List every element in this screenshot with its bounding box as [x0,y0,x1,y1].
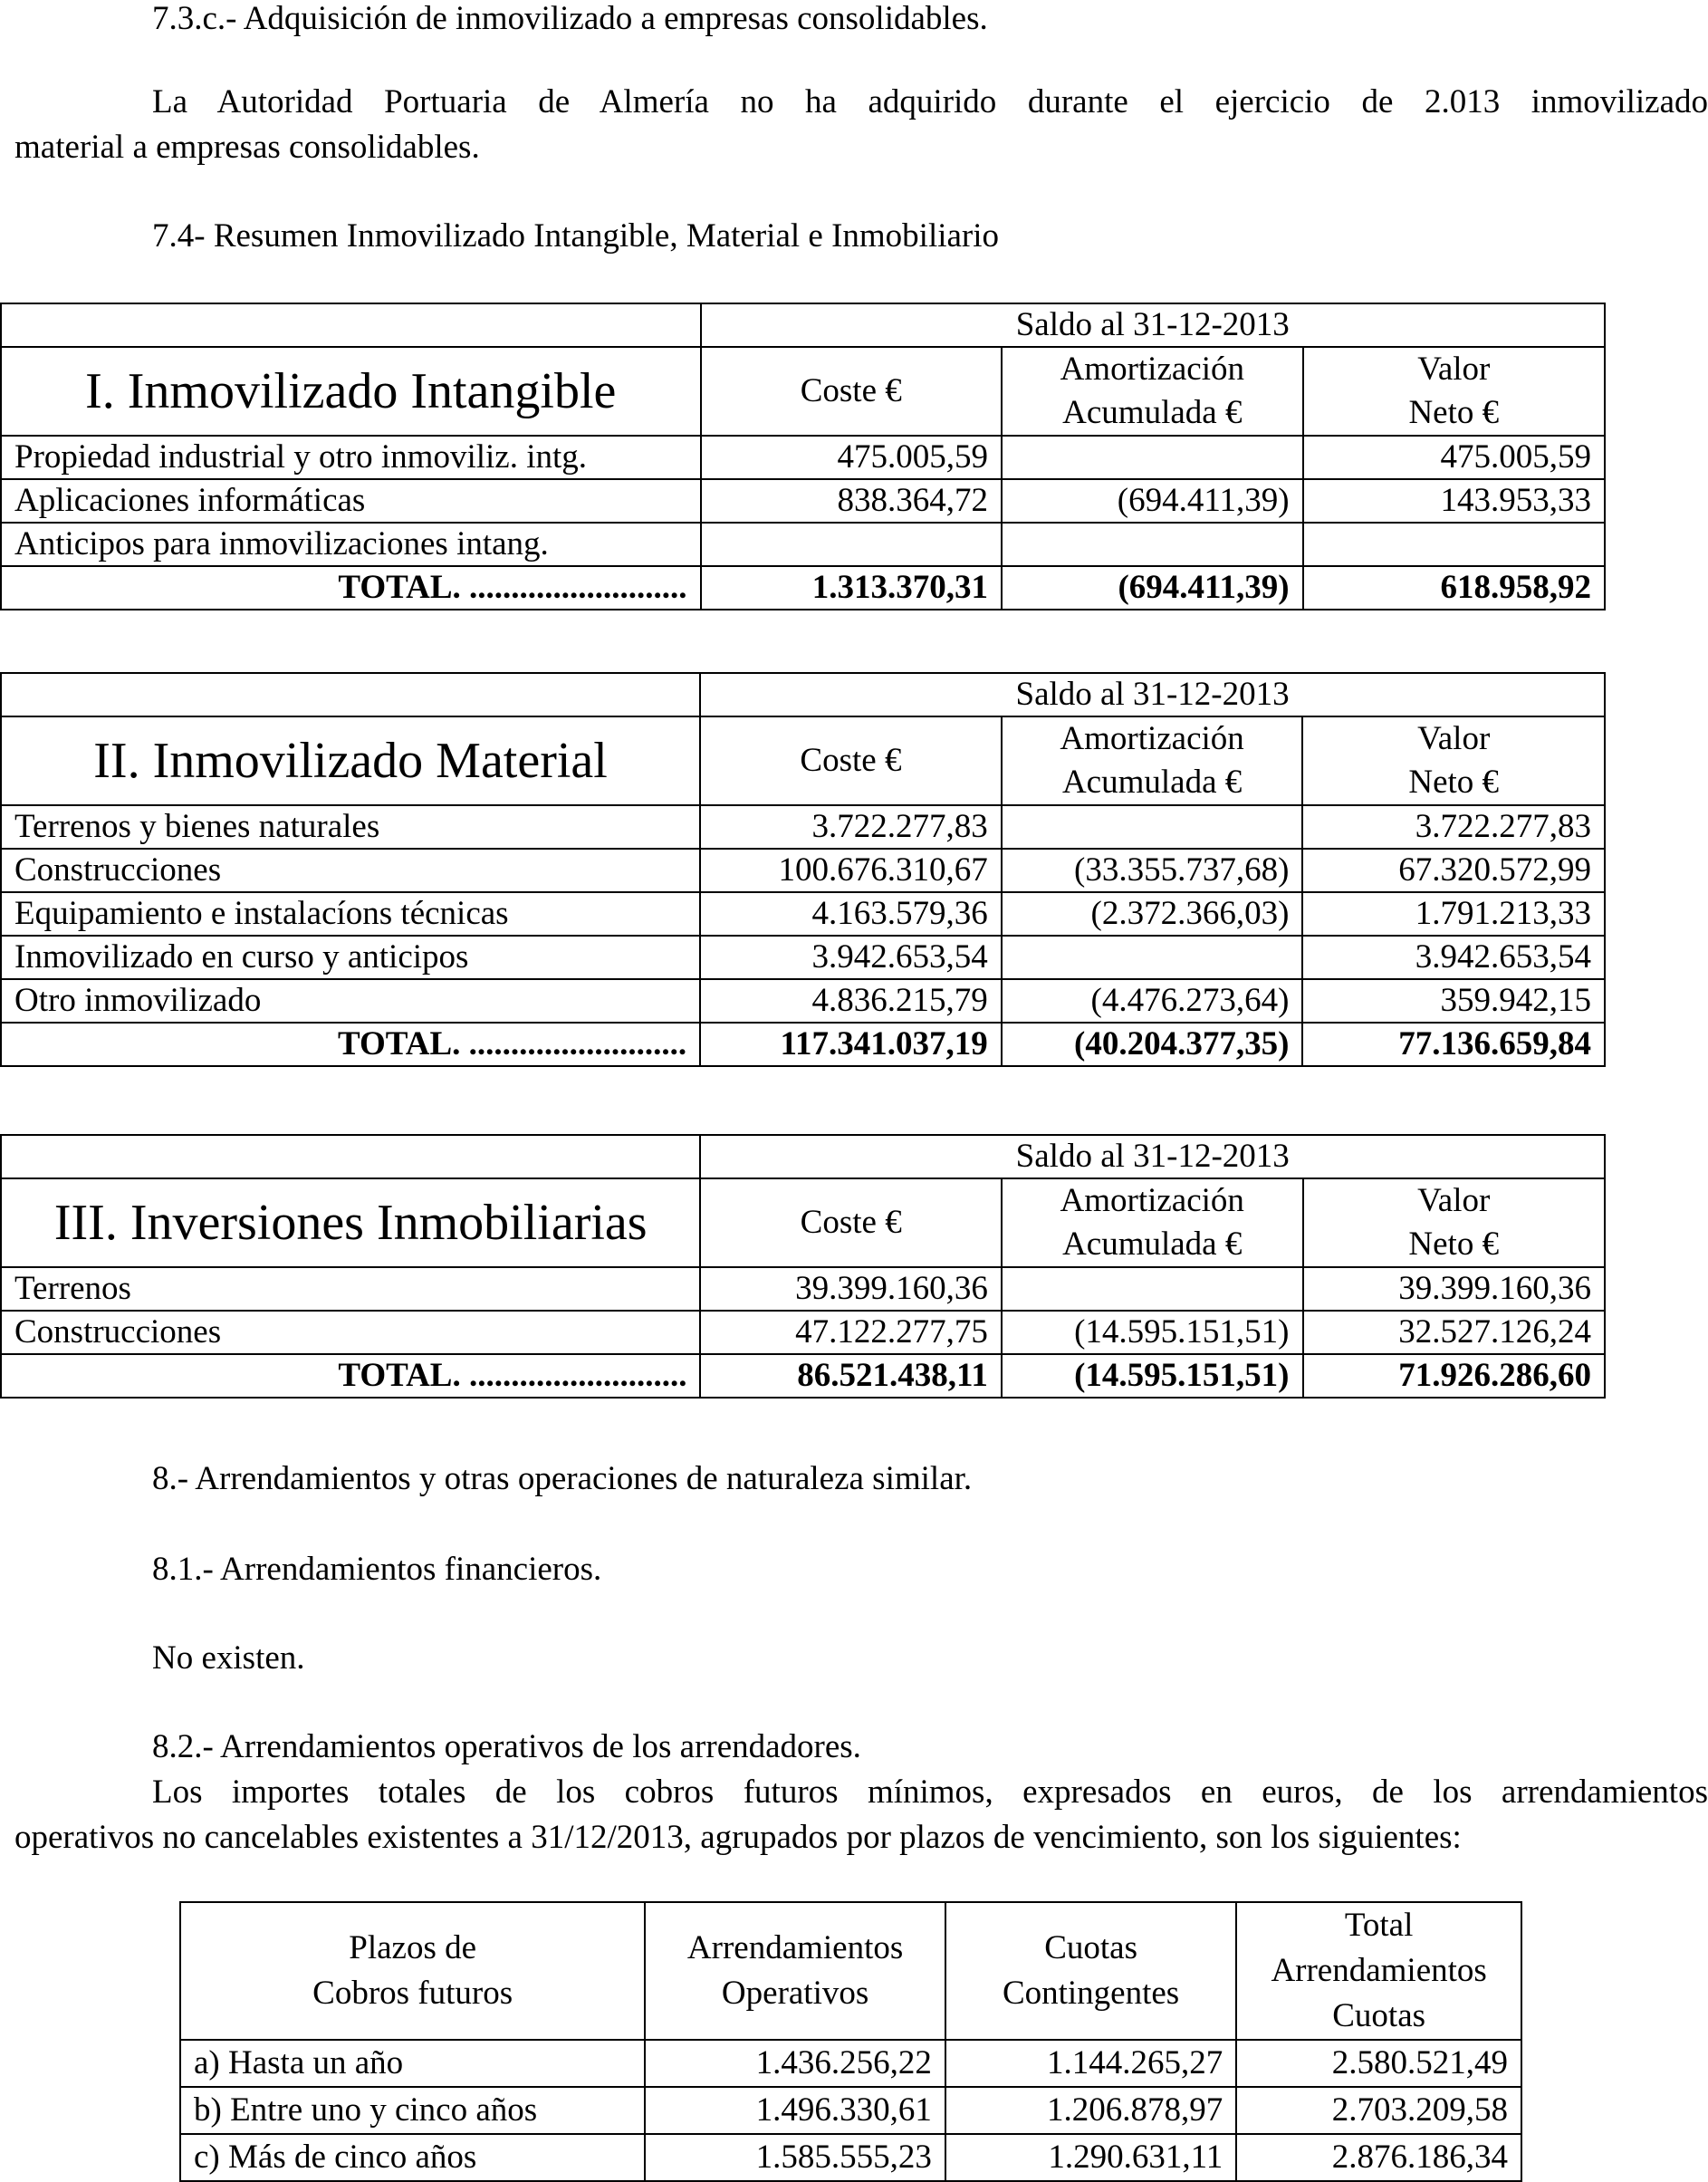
section-heading-8-1: 8.1.- Arrendamientos financieros. [152,1551,602,1588]
total-amortizacion: (40.204.377,35) [1002,1023,1303,1066]
coste-value [701,523,1003,566]
amortizacion-value [1002,436,1303,479]
valor-neto-value: 359.942,15 [1302,979,1605,1023]
amortizacion-value: (14.595.151,51) [1002,1311,1303,1354]
saldo-header: Saldo al 31-12-2013 [701,303,1606,347]
table-row [1,805,1605,849]
total-valor-neto: 618.958,92 [1303,566,1605,610]
row-label: Inmovilizado en curso y anticipos [1,936,700,979]
section-heading-7-3-c: 7.3.c.- Adquisición de inmovilizado a empresas consolidables. [152,0,988,37]
row-label: Equipamiento e instalacíons técnicas [1,892,700,936]
arrendamientos-value: 1.436.256,22 [645,2040,945,2087]
row-label: Terrenos [1,1267,700,1311]
no-existen-text: No existen. [152,1639,305,1677]
cuotas-value: 1.144.265,27 [945,2040,1236,2087]
row-label: b) Entre uno y cinco años [180,2087,645,2134]
valor-neto-header: Valor Neto € [1302,716,1605,805]
coste-value: 3.722.277,83 [700,805,1002,849]
arrendamientos-value: 1.496.330,61 [645,2087,945,2134]
paragraph-line: material a empresas consolidables. [14,129,480,166]
row-label: Propiedad industrial y otro inmoviliz. intg. [1,436,701,479]
valor-neto-value: 475.005,59 [1303,436,1605,479]
coste-value: 4.836.215,79 [700,979,1002,1023]
table-row [1,436,1605,479]
empty-header-cell [1,1135,700,1178]
valor-neto-value: 3.942.653,54 [1302,936,1605,979]
arrendamientos-operativos-header: Arrendamientos Operativos [645,1902,945,2040]
coste-value: 47.122.277,75 [700,1311,1001,1354]
table-title: I. Inmovilizado Intangible [1,347,701,436]
total-coste: 117.341.037,19 [700,1023,1002,1066]
total-valor-neto: 71.926.286,60 [1303,1354,1605,1398]
total-value: 2.580.521,49 [1236,2040,1521,2087]
amortizacion-value: (4.476.273,64) [1002,979,1303,1023]
valor-neto-header: Valor Neto € [1303,347,1605,436]
table-inversiones-inmobiliarias [0,1134,1606,1399]
amortizacion-value [1002,1267,1303,1311]
valor-neto-value: 67.320.572,99 [1302,849,1605,892]
table-row [1,1311,1605,1354]
cuotas-value: 1.206.878,97 [945,2087,1236,2134]
coste-value: 4.163.579,36 [700,892,1002,936]
coste-value: 838.364,72 [701,479,1003,523]
total-value: 2.703.209,58 [1236,2087,1521,2134]
amortizacion-header: Amortización Acumulada € [1002,347,1303,436]
row-label: Terrenos y bienes naturales [1,805,700,849]
coste-value: 39.399.160,36 [700,1267,1001,1311]
total-label: TOTAL. .......................... [1,1354,700,1398]
valor-neto-value: 3.722.277,83 [1302,805,1605,849]
row-label: Aplicaciones informáticas [1,479,701,523]
row-label: Otro inmovilizado [1,979,700,1023]
table-row [180,2040,1521,2087]
paragraph-line: operativos no cancelables existentes a 31/12/2013, agrupados por plazos de vencimiento, son los siguientes: [14,1819,1462,1856]
table-title: II. Inmovilizado Material [1,716,700,805]
total-row [1,1023,1605,1066]
total-row [1,566,1605,610]
coste-header: Coste € [700,716,1002,805]
valor-neto-value: 32.527.126,24 [1303,1311,1605,1354]
paragraph-line: Los importes totales de los cobros futuros mínimos, expresados en euros, de los arrendamientos [152,1773,1708,1811]
table-inmovilizado-intangible [0,303,1606,610]
cuotas-contingentes-header: Cuotas Contingentes [945,1902,1236,2040]
valor-neto-header: Valor Neto € [1303,1178,1605,1267]
total-label: TOTAL. .......................... [1,566,701,610]
section-heading-7-4: 7.4- Resumen Inmovilizado Intangible, Material e Inmobiliario [152,217,1000,255]
table-row [180,2134,1521,2181]
table-row [1,936,1605,979]
amortizacion-value: (694.411,39) [1002,479,1303,523]
total-amortizacion: (14.595.151,51) [1002,1354,1303,1398]
table-row [180,2087,1521,2134]
saldo-header: Saldo al 31-12-2013 [700,673,1605,716]
empty-header-cell [1,673,700,716]
amortizacion-value: (2.372.366,03) [1002,892,1303,936]
coste-value: 3.942.653,54 [700,936,1002,979]
amortizacion-header: Amortización Acumulada € [1002,716,1303,805]
row-label: c) Más de cinco años [180,2134,645,2181]
table-row [1,523,1605,566]
total-amortizacion: (694.411,39) [1002,566,1303,610]
empty-header-cell [1,303,701,347]
coste-header: Coste € [700,1178,1001,1267]
table-row [1,479,1605,523]
total-coste: 1.313.370,31 [701,566,1003,610]
table-title: III. Inversiones Inmobiliarias [1,1178,700,1267]
total-valor-neto: 77.136.659,84 [1302,1023,1605,1066]
amortizacion-value [1002,523,1303,566]
table-row [1,892,1605,936]
coste-header: Coste € [701,347,1003,436]
saldo-header: Saldo al 31-12-2013 [700,1135,1605,1178]
paragraph-line: La Autoridad Portuaria de Almería no ha adquirido durante el ejercicio de 2.013 inmovilizado [152,83,1708,120]
coste-value: 475.005,59 [701,436,1003,479]
row-label: Construcciones [1,849,700,892]
amortizacion-value [1002,936,1303,979]
section-heading-8: 8.- Arrendamientos y otras operaciones de naturaleza similar. [152,1460,973,1497]
table-row [1,979,1605,1023]
table-inmovilizado-material [0,672,1606,1067]
table-row [1,1267,1605,1311]
valor-neto-value: 1.791.213,33 [1302,892,1605,936]
total-value: 2.876.186,34 [1236,2134,1521,2181]
amortizacion-value [1002,805,1303,849]
table-row [1,849,1605,892]
row-label: Anticipos para inmovilizaciones intang. [1,523,701,566]
valor-neto-value [1303,523,1605,566]
table-arrendamientos-operativos [179,1901,1522,2182]
amortizacion-value: (33.355.737,68) [1002,849,1303,892]
total-label: TOTAL. .......................... [1,1023,700,1066]
section-heading-8-2: 8.2.- Arrendamientos operativos de los arrendadores. [152,1728,861,1765]
total-coste: 86.521.438,11 [700,1354,1001,1398]
valor-neto-value: 39.399.160,36 [1303,1267,1605,1311]
total-row [1,1354,1605,1398]
cuotas-value: 1.290.631,11 [945,2134,1236,2181]
row-label: a) Hasta un año [180,2040,645,2087]
coste-value: 100.676.310,67 [700,849,1002,892]
amortizacion-header: Amortización Acumulada € [1002,1178,1303,1267]
total-arrendamientos-header: Total Arrendamientos Cuotas [1236,1902,1521,2040]
arrendamientos-value: 1.585.555,23 [645,2134,945,2181]
row-label: Construcciones [1,1311,700,1354]
valor-neto-value: 143.953,33 [1303,479,1605,523]
plazos-header: Plazos de Cobros futuros [180,1902,645,2040]
